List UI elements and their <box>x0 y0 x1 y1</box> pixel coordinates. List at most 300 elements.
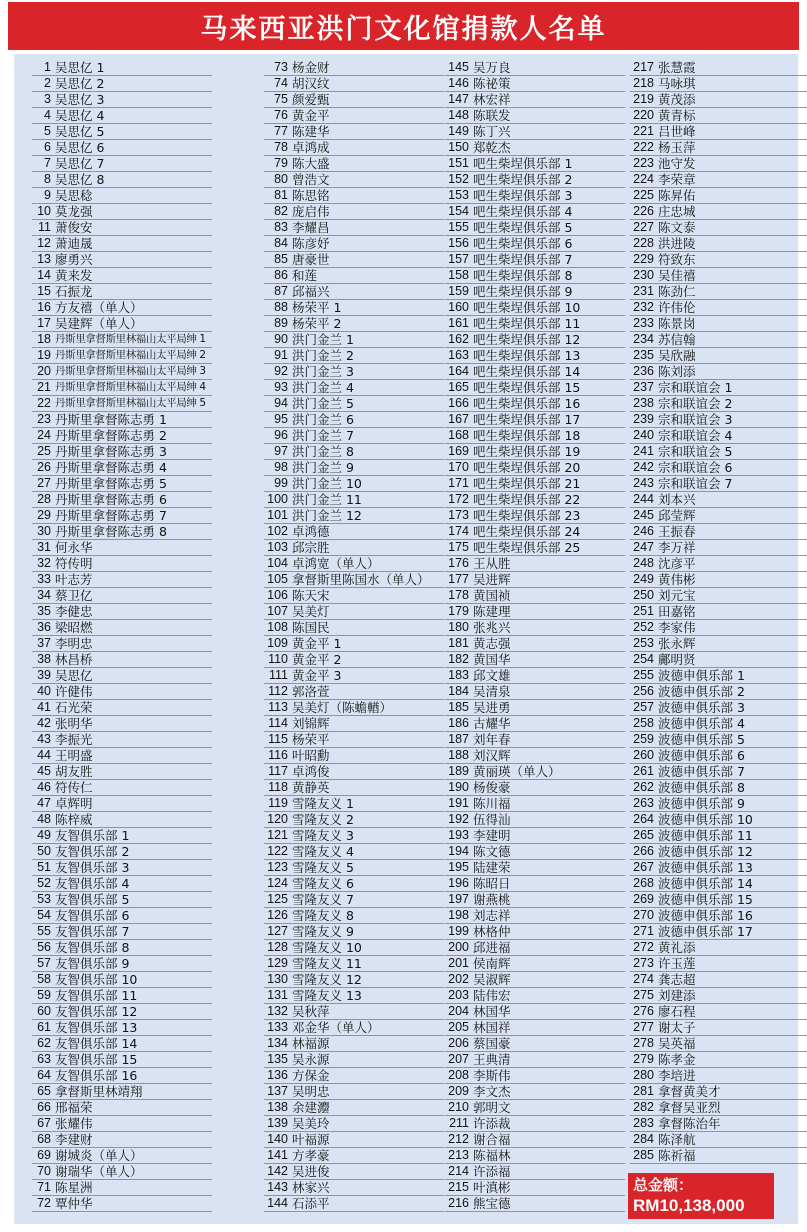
donor-name: 杨金财 <box>292 60 330 75</box>
donor-number: 231 <box>633 284 654 298</box>
donor-row <box>630 284 807 300</box>
donor-number: 203 <box>448 988 469 1002</box>
donor-name: 张永辉 <box>658 636 696 651</box>
donor-row <box>32 796 212 812</box>
donor-row <box>445 908 625 924</box>
donor-row <box>445 892 625 908</box>
donor-name: 波德申俱乐部 6 <box>658 748 745 763</box>
donor-row <box>264 1004 444 1020</box>
donor-number: 90 <box>274 332 288 346</box>
donor-row <box>445 876 625 892</box>
donor-row <box>630 1068 807 1084</box>
donor-name: 池守发 <box>658 156 696 171</box>
donor-row <box>630 764 807 780</box>
donor-name: 波德申俱乐部 8 <box>658 780 745 795</box>
donor-row <box>32 108 212 124</box>
donor-name: 吴淑辉 <box>473 972 511 987</box>
donor-name: 陈文德 <box>473 844 511 859</box>
donor-number: 146 <box>448 76 469 90</box>
donor-number: 169 <box>448 444 469 458</box>
donor-number: 279 <box>633 1052 654 1066</box>
donor-name: 丹斯里拿督斯里林福山太平局绅 1 <box>55 333 206 345</box>
donor-row <box>630 460 807 476</box>
donor-name: 雪隆友义 12 <box>292 972 362 987</box>
donor-number: 214 <box>448 1164 469 1178</box>
donor-number: 83 <box>274 220 288 234</box>
donor-name: 吴明忠 <box>292 1084 330 1099</box>
donor-name: 丹斯里拿督斯里林福山太平局绅 5 <box>55 397 206 409</box>
donor-row <box>264 1196 444 1212</box>
donor-name: 波德申俱乐部 9 <box>658 796 745 811</box>
donor-number: 101 <box>267 508 288 522</box>
donor-name: 吴思亿 3 <box>55 92 105 107</box>
donor-number: 54 <box>37 908 51 922</box>
donor-name: 宗和联谊会 7 <box>658 476 733 491</box>
donor-row <box>630 140 807 156</box>
donor-name: 卓鸿成 <box>292 140 330 155</box>
donor-name: 谢合福 <box>473 1132 511 1147</box>
donor-row <box>32 492 212 508</box>
donor-number: 8 <box>44 172 51 186</box>
donor-name: 林昌桥 <box>55 652 93 667</box>
donor-row <box>445 476 625 492</box>
donor-number: 239 <box>633 412 654 426</box>
donor-number: 126 <box>267 908 288 922</box>
donor-number: 13 <box>37 252 51 266</box>
donor-number: 110 <box>268 652 288 666</box>
donor-name: 吧生柴埕俱乐部 10 <box>473 300 581 315</box>
donor-name: 波德申俱乐部 10 <box>658 812 753 827</box>
donor-number: 113 <box>268 700 288 714</box>
donor-number: 183 <box>448 668 469 682</box>
donor-number: 170 <box>448 460 469 474</box>
donor-name: 洪进陵 <box>658 236 696 251</box>
donor-name: 黄金平 3 <box>292 668 342 683</box>
donor-row <box>264 76 444 92</box>
donor-row <box>32 1036 212 1052</box>
donor-number: 21 <box>37 380 51 394</box>
donor-number: 55 <box>37 924 51 938</box>
donor-row <box>32 508 212 524</box>
donor-row <box>630 636 807 652</box>
donor-number: 236 <box>633 364 654 378</box>
donor-row <box>630 236 807 252</box>
donor-row <box>445 412 625 428</box>
donor-row <box>630 1052 807 1068</box>
donor-number: 87 <box>274 284 288 298</box>
donor-name: 陈昭日 <box>473 876 511 891</box>
donor-number: 133 <box>267 1020 288 1034</box>
donor-name: 吧生柴埕俱乐部 11 <box>473 316 581 331</box>
donor-number: 172 <box>448 492 469 506</box>
donor-row <box>630 940 807 956</box>
donor-name: 李明忠 <box>55 636 93 651</box>
donor-row <box>630 780 807 796</box>
donor-column-1 <box>32 60 212 1212</box>
donor-row <box>264 588 444 604</box>
donor-name: 许伟伦 <box>658 300 696 315</box>
donor-row <box>445 1132 625 1148</box>
donor-name: 刘建添 <box>658 988 696 1003</box>
total-label: 总金额： <box>633 1176 694 1194</box>
donor-row <box>630 316 807 332</box>
donor-number: 28 <box>37 492 51 506</box>
donor-name: 吴思亿 5 <box>55 124 105 139</box>
donor-row <box>32 300 212 316</box>
donor-name: 邱进福 <box>473 940 511 955</box>
donor-name: 宗和联谊会 3 <box>658 412 733 427</box>
donor-number: 30 <box>37 524 51 538</box>
donor-number: 47 <box>37 796 51 810</box>
donor-number: 167 <box>448 412 469 426</box>
donor-name: 谢瑞华（单人） <box>55 1164 143 1179</box>
donor-row <box>630 796 807 812</box>
donor-row <box>32 60 212 76</box>
donor-number: 67 <box>37 1116 51 1130</box>
donor-name: 曾浩文 <box>292 172 330 187</box>
donor-number: 159 <box>448 284 469 298</box>
donor-number: 131 <box>267 988 288 1002</box>
donor-name: 张耀伟 <box>55 1116 93 1131</box>
donor-number: 94 <box>274 396 288 410</box>
donor-number: 72 <box>37 1196 51 1210</box>
donor-row <box>445 428 625 444</box>
donor-number: 155 <box>448 220 469 234</box>
donor-number: 210 <box>448 1100 469 1114</box>
donor-row <box>630 188 807 204</box>
donor-row <box>630 124 807 140</box>
donor-row <box>445 764 625 780</box>
donor-name: 郭明文 <box>473 1100 511 1115</box>
donor-row <box>32 540 212 556</box>
donor-number: 270 <box>633 908 654 922</box>
donor-row <box>445 796 625 812</box>
donor-name: 洪门金兰 10 <box>292 476 362 491</box>
donor-name: 吴永源 <box>292 1052 330 1067</box>
donor-name: 谢城炎（单人） <box>55 1148 143 1163</box>
donor-number: 256 <box>633 684 654 698</box>
donor-name: 李文杰 <box>473 1084 511 1099</box>
donor-number: 82 <box>274 204 288 218</box>
donor-number: 277 <box>633 1020 654 1034</box>
donor-number: 271 <box>633 924 654 938</box>
donor-row <box>264 268 444 284</box>
donor-name: 林宏祥 <box>473 92 511 107</box>
donor-number: 212 <box>448 1132 469 1146</box>
donor-column-3 <box>445 60 625 1212</box>
donor-row <box>630 1100 807 1116</box>
donor-name: 吧生柴埕俱乐部 14 <box>473 364 581 379</box>
donor-name: 拿督斯里林靖翔 <box>55 1084 143 1099</box>
donor-name: 宗和联谊会 5 <box>658 444 733 459</box>
donor-name: 吴进俊 <box>292 1164 330 1179</box>
donor-number: 93 <box>274 380 288 394</box>
donor-number: 201 <box>448 956 469 970</box>
donor-number: 11 <box>38 220 51 234</box>
donor-row <box>264 1132 444 1148</box>
donor-name: 谢太子 <box>658 1020 696 1035</box>
donor-number: 224 <box>633 172 654 186</box>
donor-number: 97 <box>274 444 288 458</box>
donor-number: 109 <box>267 636 288 650</box>
donor-row <box>630 972 807 988</box>
donor-row <box>264 556 444 572</box>
donor-number: 249 <box>633 572 654 586</box>
donor-number: 276 <box>633 1004 654 1018</box>
donor-row <box>630 364 807 380</box>
donor-name: 友智俱乐部 13 <box>55 1020 138 1035</box>
donor-row <box>630 300 807 316</box>
donor-name: 陈国民 <box>292 620 330 635</box>
donor-name: 吴佳禧 <box>658 268 696 283</box>
donor-number: 135 <box>267 1052 288 1066</box>
donor-number: 16 <box>37 300 51 314</box>
donor-name: 张慧霞 <box>658 60 696 75</box>
donor-number: 275 <box>633 988 654 1002</box>
donor-number: 268 <box>633 876 654 890</box>
donor-number: 166 <box>448 396 469 410</box>
donor-row <box>264 396 444 412</box>
donor-number: 261 <box>633 764 654 778</box>
donor-row <box>630 988 807 1004</box>
donor-number: 184 <box>448 684 469 698</box>
donor-number: 232 <box>633 300 654 314</box>
donor-number: 70 <box>37 1164 51 1178</box>
donor-name: 鄺明贤 <box>658 652 696 667</box>
donor-row <box>32 860 212 876</box>
donor-number: 153 <box>448 188 469 202</box>
donor-name: 陈彦妤 <box>292 236 330 251</box>
donor-row <box>32 1196 212 1212</box>
donor-name: 吴欣融 <box>658 348 696 363</box>
donor-name: 友智俱乐部 3 <box>55 860 130 875</box>
donor-row <box>630 428 807 444</box>
donor-row <box>264 332 444 348</box>
donor-number: 158 <box>448 268 469 282</box>
donor-number: 112 <box>268 684 288 698</box>
donor-name: 刘年春 <box>473 732 511 747</box>
donor-name: 吧生柴埕俱乐部 6 <box>473 236 573 251</box>
donor-number: 171 <box>448 476 469 490</box>
donor-number: 17 <box>37 316 51 330</box>
donor-row <box>32 460 212 476</box>
donor-row <box>630 76 807 92</box>
donor-name: 波德申俱乐部 16 <box>658 908 753 923</box>
donor-row <box>630 908 807 924</box>
donor-row <box>445 972 625 988</box>
donor-row <box>630 92 807 108</box>
donor-name: 波德申俱乐部 4 <box>658 716 745 731</box>
donor-row <box>630 892 807 908</box>
donor-row <box>32 396 212 412</box>
donor-row <box>264 924 444 940</box>
donor-number: 40 <box>37 684 51 698</box>
donor-row <box>630 396 807 412</box>
donor-number: 149 <box>448 124 469 138</box>
donor-name: 吧生柴埕俱乐部 7 <box>473 252 573 267</box>
donor-name: 李振光 <box>55 732 93 747</box>
donor-row <box>630 1020 807 1036</box>
donor-number: 45 <box>37 764 51 778</box>
donor-number: 49 <box>37 828 51 842</box>
donor-number: 6 <box>44 140 51 154</box>
donor-name: 邱文雄 <box>473 668 511 683</box>
donor-number: 176 <box>448 556 469 570</box>
donor-number: 2 <box>44 76 51 90</box>
donor-column-4 <box>630 60 807 1164</box>
donor-number: 48 <box>37 812 51 826</box>
donor-number: 10 <box>37 204 51 218</box>
donor-number: 102 <box>267 524 288 538</box>
donor-name: 黄静英 <box>292 780 330 795</box>
donor-number: 23 <box>37 412 51 426</box>
total-amount-box <box>628 1173 774 1219</box>
donor-row <box>264 1084 444 1100</box>
donor-name: 许添裁 <box>473 1116 511 1131</box>
donor-row <box>445 300 625 316</box>
donor-number: 175 <box>448 540 469 554</box>
donor-name: 刘锦辉 <box>292 716 330 731</box>
donor-row <box>445 492 625 508</box>
donor-row <box>264 732 444 748</box>
donor-row <box>445 1084 625 1100</box>
donor-name: 黄金平 2 <box>292 652 342 667</box>
donor-number: 197 <box>448 892 469 906</box>
donor-name: 陈景岗 <box>658 316 696 331</box>
donor-number: 238 <box>633 396 654 410</box>
donor-row <box>32 908 212 924</box>
donor-number: 225 <box>633 188 654 202</box>
donor-row <box>630 700 807 716</box>
donor-row <box>264 252 444 268</box>
donor-number: 205 <box>448 1020 469 1034</box>
donor-name: 友智俱乐部 14 <box>55 1036 138 1051</box>
donor-row <box>32 124 212 140</box>
donor-name: 吧生柴埕俱乐部 3 <box>473 188 573 203</box>
donor-name: 陈星洲 <box>55 1180 93 1195</box>
donor-number: 95 <box>274 412 288 426</box>
donor-name: 邱宗胜 <box>292 540 330 555</box>
donor-row <box>445 380 625 396</box>
donor-name: 吧生柴埕俱乐部 13 <box>473 348 581 363</box>
donor-number: 211 <box>449 1116 469 1130</box>
donor-row <box>630 108 807 124</box>
donor-number: 260 <box>633 748 654 762</box>
donor-name: 李家伟 <box>658 620 696 635</box>
donor-number: 213 <box>448 1148 469 1162</box>
donor-number: 33 <box>37 572 51 586</box>
donor-name: 吧生柴埕俱乐部 12 <box>473 332 581 347</box>
donor-name: 友智俱乐部 11 <box>55 988 138 1003</box>
donor-name: 吧生柴埕俱乐部 17 <box>473 412 581 427</box>
donor-number: 284 <box>633 1132 654 1146</box>
donor-row <box>264 380 444 396</box>
donor-row <box>264 316 444 332</box>
donor-number: 19 <box>37 348 51 362</box>
donor-number: 226 <box>633 204 654 218</box>
donor-number: 41 <box>37 700 51 714</box>
donor-number: 199 <box>448 924 469 938</box>
donor-number: 125 <box>267 892 288 906</box>
donor-number: 182 <box>448 652 469 666</box>
donor-name: 雪隆友义 10 <box>292 940 362 955</box>
donor-number: 263 <box>633 796 654 810</box>
donor-number: 219 <box>633 92 654 106</box>
donor-name: 雪隆友义 3 <box>292 828 354 843</box>
donor-number: 44 <box>37 748 51 762</box>
donor-row <box>630 540 807 556</box>
donor-row <box>445 1004 625 1020</box>
donor-number: 39 <box>37 668 51 682</box>
donor-number: 273 <box>633 956 654 970</box>
donor-number: 75 <box>274 92 288 106</box>
donor-name: 符传明 <box>55 556 93 571</box>
donor-name: 雪隆友义 1 <box>292 796 354 811</box>
donor-name: 张兆兴 <box>473 620 511 635</box>
donor-number: 251 <box>633 604 654 618</box>
donor-row <box>445 76 625 92</box>
donor-name: 李万祥 <box>658 540 696 555</box>
donor-name: 友智俱乐部 5 <box>55 892 130 907</box>
donor-row <box>32 764 212 780</box>
donor-name: 谢燕桃 <box>473 892 511 907</box>
total-value: RM10,138,000 <box>633 1196 745 1215</box>
donor-number: 127 <box>267 924 288 938</box>
donor-number: 233 <box>633 316 654 330</box>
donor-number: 27 <box>37 476 51 490</box>
donor-name: 廖石程 <box>658 1004 696 1019</box>
donor-number: 282 <box>633 1100 654 1114</box>
donor-row <box>264 492 444 508</box>
donor-row <box>445 1020 625 1036</box>
donor-row <box>445 572 625 588</box>
donor-name: 洪门金兰 12 <box>292 508 362 523</box>
donor-row <box>32 1052 212 1068</box>
donor-number: 180 <box>448 620 469 634</box>
donor-row <box>445 844 625 860</box>
donor-name: 陈思铭 <box>292 188 330 203</box>
donor-name: 吧生柴埕俱乐部 8 <box>473 268 573 283</box>
donor-row <box>32 76 212 92</box>
donor-number: 98 <box>274 460 288 474</box>
donor-row <box>264 284 444 300</box>
donor-number: 129 <box>267 956 288 970</box>
donor-column-2 <box>264 60 444 1212</box>
donor-name: 叶志芳 <box>55 572 93 587</box>
donor-name: 洪门金兰 7 <box>292 428 354 443</box>
donor-name: 波德申俱乐部 7 <box>658 764 745 779</box>
donor-name: 吴思亿 8 <box>55 172 105 187</box>
donor-name: 宗和联谊会 6 <box>658 460 733 475</box>
donor-name: 陈联发 <box>473 108 511 123</box>
donor-row <box>630 812 807 828</box>
donor-row <box>264 796 444 812</box>
donor-row <box>630 924 807 940</box>
donor-row <box>32 236 212 252</box>
donor-number: 63 <box>37 1052 51 1066</box>
donor-row <box>264 812 444 828</box>
donor-number: 25 <box>37 444 51 458</box>
donor-number: 148 <box>448 108 469 122</box>
donor-number: 161 <box>448 316 469 330</box>
donor-row <box>630 828 807 844</box>
donor-name: 林格仲 <box>473 924 511 939</box>
donor-number: 56 <box>37 940 51 954</box>
donor-row <box>264 572 444 588</box>
donor-number: 29 <box>37 508 51 522</box>
donor-name: 陈昇佑 <box>658 188 696 203</box>
donor-row <box>32 668 212 684</box>
